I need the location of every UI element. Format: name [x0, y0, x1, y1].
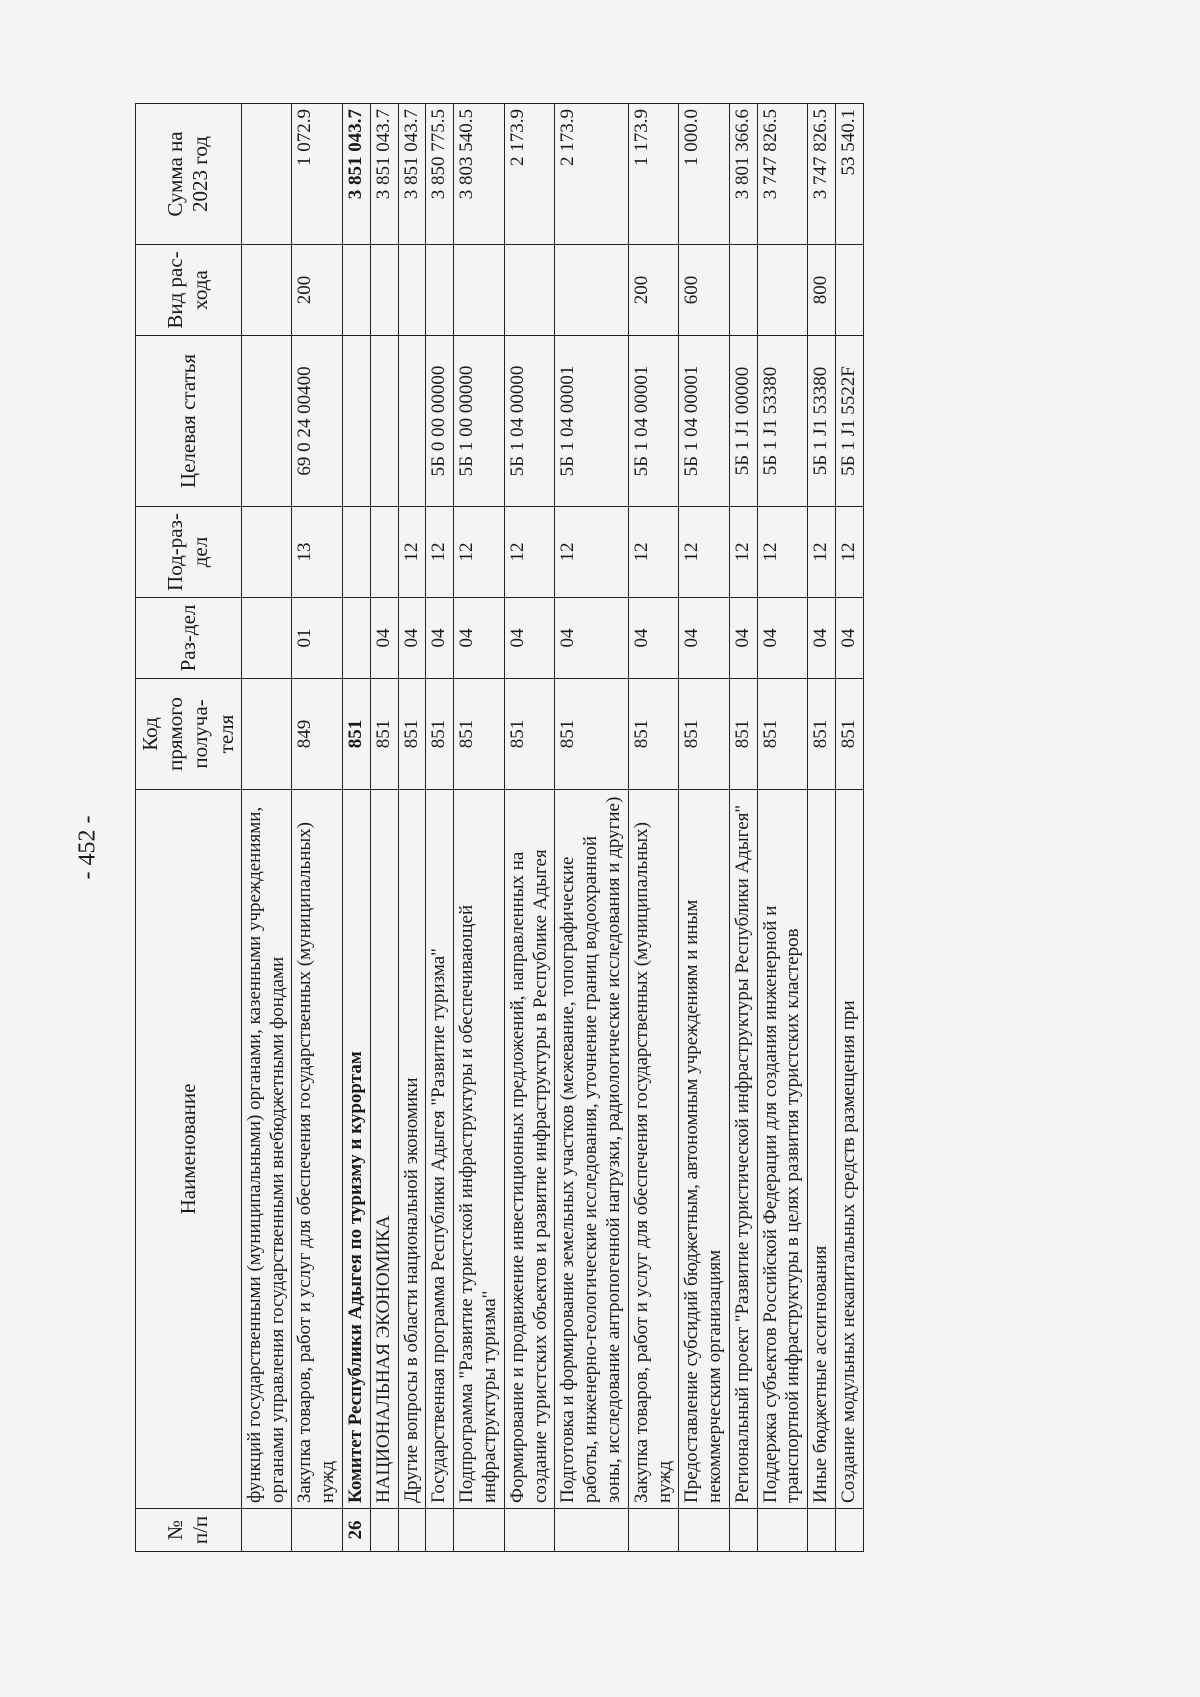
cell-celevaya: 69 0 24 00400: [292, 336, 343, 507]
cell-celevaya: 5Б 1 J1 5522F: [836, 336, 864, 507]
cell-celevaya: 5Б 1 04 00001: [679, 336, 730, 507]
cell-name: Создание модульных некапитальных средств размещения при: [836, 790, 864, 1509]
cell-name: Подпрограмма "Развитие туристской инфраструктуры и обеспечивающей инфраструктуры туризма": [454, 790, 505, 1509]
cell-podrazdel: [342, 507, 370, 598]
table-row: [729, 104, 757, 1552]
cell-vid: [757, 245, 808, 336]
header-razdel: Раз-дел: [136, 598, 242, 679]
table-body: [241, 104, 863, 1552]
header-podrazdel: Под-раз-дел: [136, 507, 242, 598]
cell-razdel: [342, 598, 370, 679]
cell-celevaya: 5Б 1 J1 53380: [808, 336, 836, 507]
cell-name: Предоставление субсидий бюджетным, автономным учреждениям и иным некоммерческим организациям: [679, 790, 730, 1509]
cell-name: Иные бюджетные ассигнования: [808, 790, 836, 1509]
cell-num: [836, 1509, 864, 1552]
cell-name: Другие вопросы в области национальной экономики: [398, 790, 426, 1509]
cell-num: [426, 1509, 454, 1552]
cell-razdel: [241, 598, 292, 679]
cell-num: [757, 1509, 808, 1552]
table-row: [454, 104, 505, 1552]
cell-celevaya: 5Б 1 04 00001: [628, 336, 679, 507]
cell-code: 851: [426, 679, 454, 790]
cell-name: Закупка товаров, работ и услуг для обеспечения государственных (муниципальных) нужд: [628, 790, 679, 1509]
cell-sum: 2 173.9: [504, 104, 555, 245]
cell-razdel: 04: [454, 598, 505, 679]
cell-celevaya: [398, 336, 426, 507]
header-code: Код прямого получа-теля: [136, 679, 242, 790]
cell-vid: 600: [679, 245, 730, 336]
cell-sum: 1 072.9: [292, 104, 343, 245]
cell-code: 851: [555, 679, 628, 790]
table-row: [292, 104, 343, 1552]
cell-name: Подготовка и формирование земельных участков (межевание, топографические работы, инженерно-геологические исследования, уточнение границ водоохранной зоны, исследование антропогенной нагрузки, радиологические исследования и другие): [555, 790, 628, 1509]
cell-vid: [342, 245, 370, 336]
cell-name: Закупка товаров, работ и услуг для обеспечения государственных (муниципальных) нужд: [292, 790, 343, 1509]
table-row: [342, 104, 370, 1552]
cell-podrazdel: 12: [808, 507, 836, 598]
cell-name: Формирование и продвижение инвестиционных предложений, направленных на создание туристских объектов и развитие инфраструктуры в Республике Адыгея: [504, 790, 555, 1509]
cell-podrazdel: [370, 507, 398, 598]
cell-razdel: 04: [679, 598, 730, 679]
cell-num: [241, 1509, 292, 1552]
table-row: [757, 104, 808, 1552]
cell-razdel: 04: [555, 598, 628, 679]
table-row: [555, 104, 628, 1552]
cell-podrazdel: 12: [504, 507, 555, 598]
table-row: [808, 104, 836, 1552]
cell-vid: [241, 245, 292, 336]
cell-sum: 53 540.1: [836, 104, 864, 245]
cell-celevaya: [342, 336, 370, 507]
table-row: [398, 104, 426, 1552]
cell-celevaya: 5Б 1 04 00000: [504, 336, 555, 507]
cell-code: 851: [628, 679, 679, 790]
table-row: [836, 104, 864, 1552]
cell-name: Региональный проект "Развитие туристической инфраструктуры Республики Адыгея": [729, 790, 757, 1509]
table-row: [426, 104, 454, 1552]
cell-razdel: 04: [808, 598, 836, 679]
table-row: [504, 104, 555, 1552]
cell-num: 26: [342, 1509, 370, 1552]
cell-podrazdel: 12: [836, 507, 864, 598]
header-num: № п/п: [136, 1509, 242, 1552]
cell-code: 851: [836, 679, 864, 790]
header-vid: Вид рас-хода: [136, 245, 242, 336]
cell-code: 851: [679, 679, 730, 790]
cell-sum: 3 747 826.5: [757, 104, 808, 245]
cell-celevaya: 5Б 0 00 00000: [426, 336, 454, 507]
cell-sum: 2 173.9: [555, 104, 628, 245]
cell-celevaya: 5Б 1 J1 00000: [729, 336, 757, 507]
cell-razdel: 04: [836, 598, 864, 679]
page-number: - 452 -: [74, 815, 101, 880]
cell-vid: 200: [292, 245, 343, 336]
cell-vid: [370, 245, 398, 336]
cell-code: [241, 679, 292, 790]
cell-sum: [241, 104, 292, 245]
cell-code: 851: [808, 679, 836, 790]
table-row: [370, 104, 398, 1552]
rotated-table-wrapper: [135, 109, 985, 1552]
cell-podrazdel: 12: [757, 507, 808, 598]
cell-podrazdel: 12: [426, 507, 454, 598]
cell-sum: 3 747 826.5: [808, 104, 836, 245]
cell-code: 851: [342, 679, 370, 790]
cell-celevaya: 5Б 1 J1 53380: [757, 336, 808, 507]
cell-sum: 3 851 043.7: [398, 104, 426, 245]
table-row: [679, 104, 730, 1552]
cell-name: Государственная программа Республики Адыгея "Развитие туризма": [426, 790, 454, 1509]
cell-vid: [729, 245, 757, 336]
cell-sum: 3 803 540.5: [454, 104, 505, 245]
cell-num: [370, 1509, 398, 1552]
cell-num: [808, 1509, 836, 1552]
cell-razdel: 04: [729, 598, 757, 679]
cell-num: [504, 1509, 555, 1552]
table-row: [628, 104, 679, 1552]
cell-vid: [555, 245, 628, 336]
cell-razdel: 01: [292, 598, 343, 679]
cell-vid: 800: [808, 245, 836, 336]
cell-vid: [398, 245, 426, 336]
cell-celevaya: [370, 336, 398, 507]
cell-vid: 200: [628, 245, 679, 336]
cell-code: 849: [292, 679, 343, 790]
cell-razdel: 04: [398, 598, 426, 679]
cell-razdel: 04: [504, 598, 555, 679]
cell-celevaya: 5Б 1 04 00001: [555, 336, 628, 507]
table-header-row: [136, 104, 242, 1552]
cell-num: [679, 1509, 730, 1552]
cell-razdel: 04: [628, 598, 679, 679]
header-name: Наименование: [136, 790, 242, 1509]
cell-podrazdel: 12: [679, 507, 730, 598]
cell-name: Поддержка субъектов Российской Федерации для создания инженерной и транспортной инфраструктуры в целях развития туристских кластеров: [757, 790, 808, 1509]
cell-podrazdel: 12: [454, 507, 505, 598]
table-row: [241, 104, 292, 1552]
cell-num: [628, 1509, 679, 1552]
cell-razdel: 04: [370, 598, 398, 679]
cell-sum: 3 851 043.7: [342, 104, 370, 245]
cell-vid: [836, 245, 864, 336]
cell-podrazdel: [241, 507, 292, 598]
cell-num: [729, 1509, 757, 1552]
cell-vid: [426, 245, 454, 336]
cell-sum: 3 851 043.7: [370, 104, 398, 245]
cell-code: 851: [454, 679, 505, 790]
header-celevaya: Целевая статья: [136, 336, 242, 507]
cell-podrazdel: 12: [729, 507, 757, 598]
cell-celevaya: [241, 336, 292, 507]
cell-name: функций государственными (муниципальными) органами, казенными учреждениями, органами управления государственными внебюджетными фондами: [241, 790, 292, 1509]
cell-name: Комитет Республики Адыгея по туризму и курортам: [342, 790, 370, 1509]
cell-code: 851: [398, 679, 426, 790]
header-sum: Сумма на 2023 год: [136, 104, 242, 245]
cell-code: 851: [757, 679, 808, 790]
cell-podrazdel: 12: [628, 507, 679, 598]
cell-podrazdel: 12: [398, 507, 426, 598]
cell-num: [454, 1509, 505, 1552]
cell-sum: 1 173.9: [628, 104, 679, 245]
cell-podrazdel: 12: [555, 507, 628, 598]
cell-num: [292, 1509, 343, 1552]
cell-code: 851: [504, 679, 555, 790]
cell-razdel: 04: [426, 598, 454, 679]
cell-razdel: 04: [757, 598, 808, 679]
cell-sum: 3 850 775.5: [426, 104, 454, 245]
cell-name: НАЦИОНАЛЬНАЯ ЭКОНОМИКА: [370, 790, 398, 1509]
cell-num: [398, 1509, 426, 1552]
cell-vid: [454, 245, 505, 336]
budget-table: [135, 103, 864, 1552]
cell-podrazdel: 13: [292, 507, 343, 598]
cell-num: [555, 1509, 628, 1552]
cell-code: 851: [370, 679, 398, 790]
cell-sum: 1 000.0: [679, 104, 730, 245]
cell-celevaya: 5Б 1 00 00000: [454, 336, 505, 507]
cell-vid: [504, 245, 555, 336]
cell-code: 851: [729, 679, 757, 790]
cell-sum: 3 801 366.6: [729, 104, 757, 245]
